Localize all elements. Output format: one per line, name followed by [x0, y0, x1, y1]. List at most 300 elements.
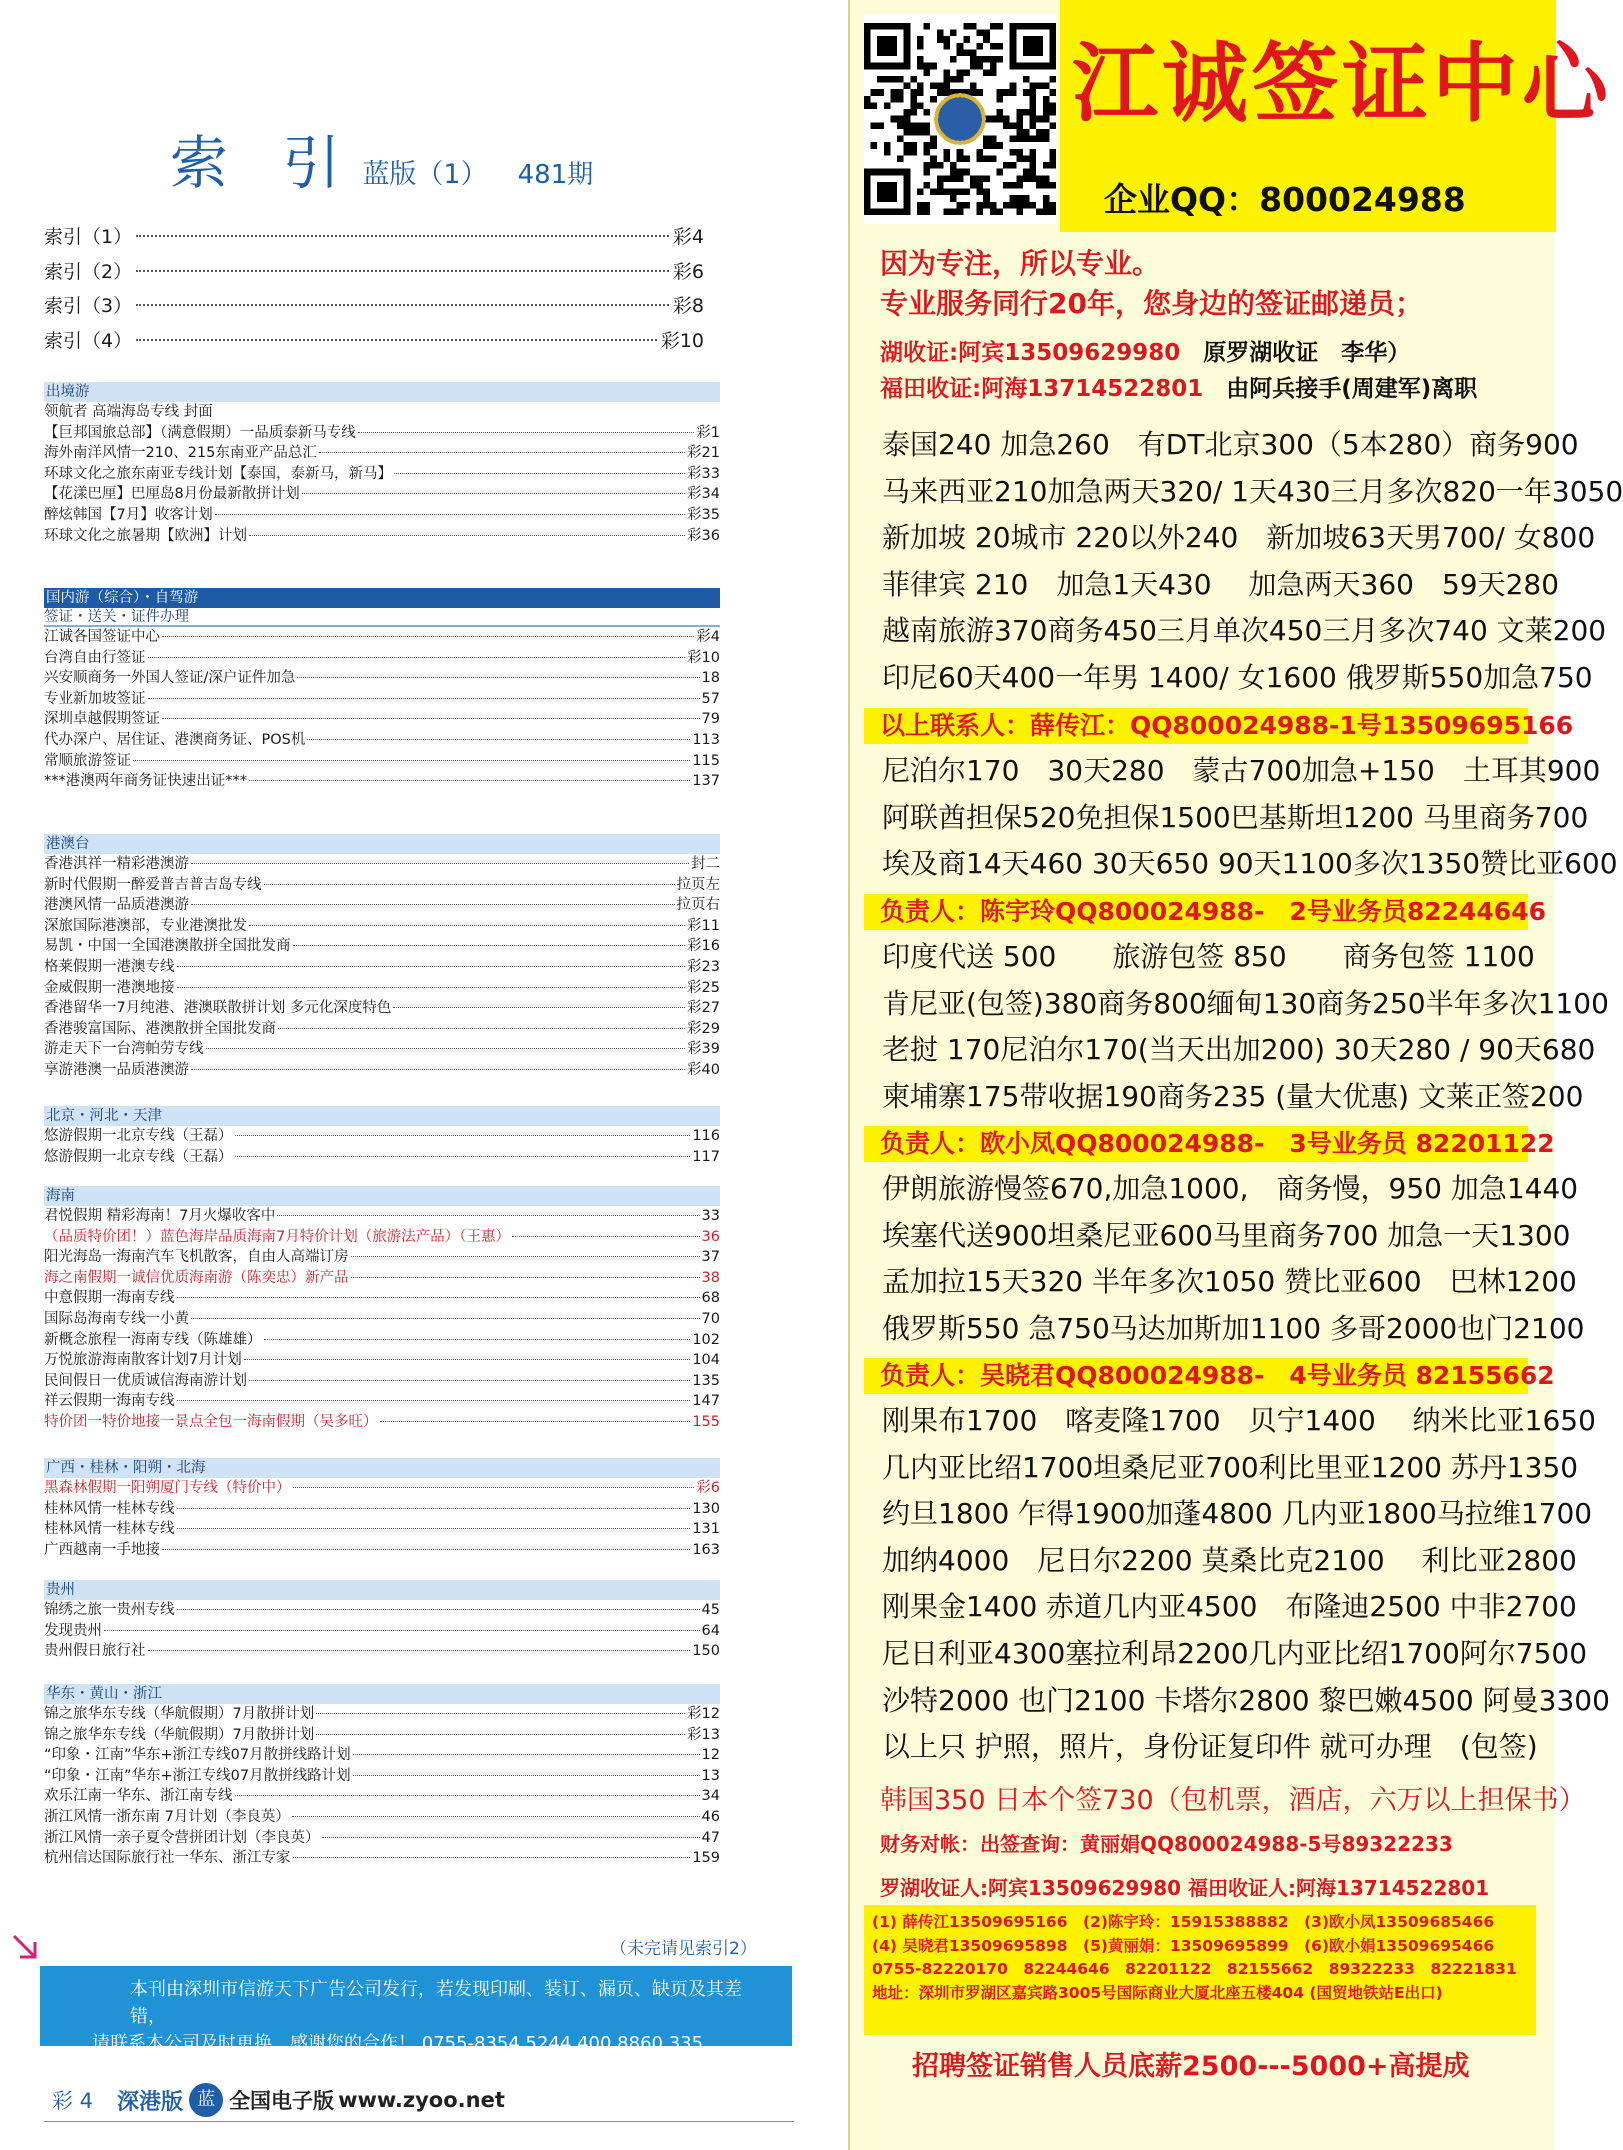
index-entry[interactable] — [44, 875, 720, 896]
contacts-line: (1) 薛传江13509695166 (2)陈宇玲：15915388882 (3)欧小凤13509685466 — [872, 1913, 1495, 1931]
index-entry[interactable] — [44, 289, 704, 324]
price-line: 马来西亚210加急两天320/ 1天430三月多次820一年3050 — [882, 474, 1623, 508]
index-entry[interactable] — [44, 1039, 720, 1060]
index-entry[interactable] — [44, 978, 720, 999]
entry-page: 38 — [701, 1269, 720, 1286]
index-entry[interactable] — [44, 1704, 720, 1725]
entry-label: 台湾自由行签证 — [44, 649, 146, 666]
price-line: 伊朗旅游慢签670,加急1000, 商务慢，950 加急1440 — [882, 1172, 1579, 1205]
entry-page: 13 — [701, 1767, 720, 1784]
leader-dots — [244, 1359, 691, 1360]
index-entry[interactable] — [44, 751, 720, 772]
receiver-line-1 — [880, 334, 1410, 367]
leader-dots — [136, 235, 669, 237]
entry-page: 彩21 — [687, 445, 720, 462]
leader-dots — [278, 1028, 685, 1029]
leader-dots — [393, 1007, 685, 1008]
entry-label: 桂林风情一桂林专线 — [44, 1521, 175, 1538]
entry-label: 专业新加坡签证 — [44, 690, 146, 707]
section-outbound — [44, 382, 720, 546]
index-entry[interactable] — [44, 220, 704, 255]
receiver-line-2 — [880, 370, 1477, 403]
receiver-summary: 罗湖收证人:阿宾13509629980 福田收证人:阿海13714522801 — [880, 1876, 1490, 1900]
index-entry[interactable] — [44, 1641, 720, 1662]
entry-label: 游走天下一台湾帕劳专线 — [44, 1041, 204, 1058]
entry-page: 155 — [692, 1413, 720, 1430]
price-line: 孟加拉15天320 半年多次1050 赞比亚600 巴林1200 — [882, 1265, 1577, 1299]
entry-page: 115 — [692, 752, 720, 769]
slogan-1: 因为专注，所以专业。 — [880, 247, 1161, 280]
entry-page: 33 — [701, 1208, 720, 1224]
index-entry[interactable] — [44, 1786, 720, 1807]
section-east — [44, 1684, 720, 1869]
entry-label: 海之南假期一诚信优质海南游（陈奕忠）新产品 — [44, 1269, 349, 1286]
entry-label: 新概念旅程一海南专线（陈雄雄） — [44, 1331, 262, 1348]
footer-national: 全国电子版 — [229, 2089, 335, 2113]
entry-page: 131 — [692, 1521, 720, 1538]
contacts-line: (4) 吴晓君13509695898 (5)黄丽娟：13509695899 (6)欧小娟13509695466 — [872, 1936, 1495, 1955]
leader-dots — [358, 432, 695, 433]
leader-dots — [351, 1256, 700, 1257]
entry-page: 68 — [701, 1290, 720, 1307]
leader-dots — [249, 1380, 690, 1381]
continue-note: （未完请见索引2） — [610, 1939, 757, 1959]
section-hkmt — [44, 834, 720, 1081]
main-index-list — [44, 220, 704, 358]
entry-label: 广西越南一手地接 — [44, 1541, 160, 1558]
index-entry[interactable] — [44, 648, 720, 669]
entry-page: 彩13 — [687, 1726, 720, 1743]
entry-page: 46 — [701, 1808, 720, 1825]
notice-line: 本刊由深圳市信游天下广告公司发行，若发现印刷、装订、漏页、缺页及其差错， — [130, 1979, 742, 2027]
contact-highlight-3: 负责人：欧小凤QQ800024988- 3号业务员 82201122 — [864, 1126, 1528, 1162]
footer-url-link[interactable]: www.zyoo.net — [338, 2088, 505, 2112]
index-entry[interactable] — [44, 464, 720, 485]
entry-label: 杭州信达国际旅行社一华东、浙江专家 — [44, 1850, 291, 1867]
price-line: 埃及商14天460 30天650 90天1100多次1350赞比亚600 — [882, 847, 1618, 881]
leader-dots — [512, 1236, 700, 1237]
leader-dots — [353, 1775, 700, 1776]
entry-page: 彩11 — [687, 917, 720, 934]
contacts-line: 0755-82220170 82244646 82201122 82155662 89322233 82221831 — [872, 1960, 1517, 1979]
price-line: 肯尼亚(包签)380商务800缅甸130商务250半年多次1100 — [882, 986, 1609, 1020]
entry-label: 索引（1） — [44, 226, 133, 248]
entry-label: 黑森林假期一阳朔厦门专线（特价中） — [44, 1480, 291, 1496]
index-entry[interactable] — [44, 895, 720, 916]
index-entry[interactable] — [44, 1391, 720, 1412]
leader-dots — [307, 739, 690, 740]
index-entry[interactable] — [44, 1247, 720, 1268]
leader-dots — [353, 1754, 700, 1755]
leader-dots — [191, 904, 675, 905]
price-line: 埃塞代送900坦桑尼亚600马里商务700 加急一天1300 — [882, 1218, 1571, 1252]
entry-label: 欢乐江南一华东、浙江南专线 — [44, 1788, 233, 1805]
price-line: 菲律宾 210 加急1天430 加急两天360 59天280 — [882, 567, 1560, 601]
leader-dots — [104, 1630, 700, 1631]
entry-page: 102 — [692, 1331, 720, 1348]
address-line: 地址：深圳市罗湖区嘉宾路3005号国际商业大厦北座五楼404 (国贸地铁站E出口) — [872, 1983, 1443, 2002]
index-entry[interactable] — [44, 1848, 720, 1869]
entry-page: 79 — [701, 711, 720, 728]
price-line: 几内亚比绍1700坦桑尼亚700利比里亚1200 苏丹1350 — [882, 1450, 1579, 1484]
index-entry[interactable] — [44, 443, 720, 464]
entry-label: 桂林风情一桂林专线 — [44, 1500, 175, 1517]
entry-label: 深旅国际港澳部，专业港澳批发 — [44, 917, 247, 934]
entry-page: 彩1 — [696, 424, 720, 441]
index-entry[interactable] — [44, 1519, 720, 1540]
entry-page: 64 — [701, 1622, 720, 1639]
section-hainan — [44, 1186, 720, 1433]
finance-line: 财务对帐：出签查询：黄丽娟QQ800024988-5号89322233 — [880, 1832, 1453, 1856]
entry-label: （品质特价团！）蓝色海岸品质海南7月特价计划（旅游法产品）（王惠） — [44, 1228, 510, 1245]
entry-page: 137 — [692, 773, 720, 790]
entry-label: 易凯・中国一全国港澳散拼全国批发商 — [44, 938, 291, 955]
leader-dots — [177, 1297, 700, 1298]
index-entry[interactable] — [44, 730, 720, 751]
entry-page: 36 — [701, 1228, 720, 1245]
leader-dots — [177, 1528, 691, 1529]
notice-line: 请联系本公司及时更换，感谢您的合作！ 0755-8354 5244 400 8860 335 — [92, 2033, 704, 2054]
entry-page: 拉页右 — [676, 897, 720, 914]
leader-dots — [292, 1816, 700, 1817]
leader-dots — [177, 1400, 691, 1401]
entry-page: 113 — [692, 731, 720, 748]
index-entry[interactable] — [44, 1147, 720, 1168]
leader-dots — [215, 514, 685, 515]
entry-page: 117 — [692, 1148, 720, 1165]
entry-label: 环球文化之旅东南亚专线计划【泰国，泰新马，新马】 — [44, 465, 392, 482]
section-header: 广西・桂林・阳朔・北海 — [44, 1458, 720, 1478]
entry-label: 港澳风情一品质港澳游 — [44, 897, 189, 914]
entry-page: 彩39 — [687, 1041, 720, 1058]
price-line: 柬埔寨175带收据190商务235 (量大优惠) 文莱正签200 — [882, 1079, 1584, 1113]
leader-dots — [191, 1318, 700, 1319]
index-entry[interactable] — [44, 505, 720, 526]
index-entry[interactable] — [44, 1412, 720, 1433]
entry-label: 代办深户、居住证、港澳商务证、POS机 — [44, 731, 306, 748]
leader-dots — [136, 339, 657, 341]
section-header: 海南 — [44, 1186, 720, 1206]
entry-page: 135 — [692, 1372, 720, 1389]
index-entry[interactable] — [44, 1499, 720, 1520]
entry-page: 116 — [692, 1128, 720, 1144]
entry-page: 彩4 — [672, 226, 704, 248]
leader-dots — [316, 1734, 685, 1735]
entry-page: 彩35 — [687, 506, 720, 523]
index-entry[interactable] — [44, 709, 720, 730]
price-block-b — [882, 748, 1618, 888]
entry-label: 【花漾巴厘】巴厘岛8月份最新散拼计划 — [44, 486, 300, 503]
price-line: 以上只 护照，照片，身份证复印件 就可办理 (包签) — [882, 1730, 1538, 1764]
price-line: 新加坡 20城市 220以外240 新加坡63天男700/ 女800 — [882, 521, 1596, 555]
issue-label: 481期 — [517, 160, 594, 190]
index-entry[interactable] — [44, 1725, 720, 1746]
section-beijing — [44, 1106, 720, 1167]
entry-label: 锦之旅华东专线（华航假期）7月散拼计划 — [44, 1726, 315, 1743]
price-line: 尼日利亚4300塞拉利昂2200几内亚比绍1700阿尔7500 — [882, 1636, 1588, 1670]
leader-dots — [177, 1508, 691, 1509]
entry-label: 香港骏富国际、港澳散拼全国批发商 — [44, 1020, 276, 1037]
leader-dots — [162, 1549, 690, 1550]
leader-dots — [293, 945, 686, 946]
entry-label: 发现贵州 — [44, 1622, 102, 1639]
leader-dots — [133, 760, 690, 761]
entry-label: 新时代假期一醉爱普吉普吉岛专线 — [44, 876, 262, 893]
section-header: 华东・黄山・浙江 — [44, 1684, 720, 1704]
entry-label: 阳光海岛一海南汽车飞机散客，自由人高端订房 — [44, 1249, 349, 1266]
receiver-red: 福田收证:阿海13714522801 — [880, 376, 1204, 402]
entry-label: 海外南洋风情一210、215东南亚产品总汇 — [44, 445, 317, 462]
index-entry[interactable] — [44, 771, 720, 792]
leader-dots — [351, 1277, 700, 1278]
index-entry[interactable] — [44, 255, 704, 290]
index-entry[interactable] — [44, 324, 704, 359]
entry-page: 37 — [701, 1249, 720, 1266]
index-entry[interactable] — [44, 1766, 720, 1787]
entry-page: 封二 — [691, 856, 720, 872]
leader-dots — [249, 780, 690, 781]
index-entry[interactable] — [44, 936, 720, 957]
leader-dots — [136, 304, 669, 306]
entry-page: 彩36 — [687, 527, 720, 544]
entry-page: 163 — [692, 1541, 720, 1558]
price-line: 越南旅游370商务450三月单次450三月多次740 文莱200 — [882, 614, 1607, 648]
entry-label: 深圳卓越假期签证 — [44, 711, 160, 728]
entry-label: 醉炫韩国【7月】收客计划 — [44, 506, 213, 523]
index-entry[interactable] — [44, 1807, 720, 1828]
contacts-box — [864, 1905, 1536, 2035]
entry-label: 浙江风情一浙东南 7月计划（李良英） — [44, 1808, 290, 1825]
entry-label: “印象・江南”华东+浙江专线07月散拼线路计划 — [44, 1767, 351, 1784]
leader-dots — [148, 657, 686, 658]
qr-code-icon[interactable] — [864, 14, 1056, 224]
index-entry[interactable] — [44, 1227, 720, 1248]
price-line: 约旦1800 乍得1900加蓬4800 几内亚1800马拉维1700 — [882, 1497, 1593, 1531]
section-subheader: 签证・送关・证件办理 — [44, 608, 720, 627]
index-entry[interactable] — [44, 689, 720, 710]
index-entry[interactable] — [44, 1600, 720, 1621]
entry-page: 147 — [692, 1393, 720, 1410]
leader-dots — [162, 718, 700, 719]
price-line: 沙特2000 也门2100 卡塔尔2800 黎巴嫩4500 阿曼3300 — [882, 1683, 1610, 1717]
arrow-down-right-icon — [10, 1932, 40, 1962]
index-entry[interactable] — [44, 526, 720, 547]
entry-label: 悠游假期一北京专线（王磊） — [44, 1128, 233, 1144]
entry-label: “印象・江南”华东+浙江专线07月散拼线路计划 — [44, 1747, 351, 1764]
entry-label: 索引（4） — [44, 329, 133, 352]
entry-page: 彩10 — [687, 649, 720, 666]
index-entry[interactable] — [44, 998, 720, 1019]
leader-dots — [322, 1837, 700, 1838]
index-entry[interactable] — [44, 1828, 720, 1849]
price-block-a — [882, 422, 1623, 702]
receiver-red: 湖收证:阿宾13509629980 — [880, 340, 1181, 366]
index-entry[interactable] — [44, 1350, 720, 1371]
index-entry[interactable] — [44, 668, 720, 689]
contact-highlight-2: 负责人：陈宇玲QQ800024988- 2号业务员82244646 — [864, 894, 1528, 930]
blue-edition-logo-icon: 蓝 — [189, 2083, 223, 2117]
footer-page-number: 彩 4 — [52, 2089, 94, 2113]
price-line: 俄罗斯550 急750马达加斯加1100 多哥2000也门2100 — [882, 1311, 1585, 1345]
entry-label: 香港留华一7月纯港、港澳联散拼计划 多元化深度特色 — [44, 1000, 392, 1017]
leader-dots — [249, 925, 685, 926]
entry-page: 104 — [692, 1352, 720, 1369]
footer-divider — [44, 2121, 794, 2122]
index-entry[interactable] — [44, 854, 720, 875]
entry-page: 彩10 — [660, 329, 704, 352]
entry-label: 江诚各国签证中心 — [44, 629, 160, 645]
leader-dots — [297, 677, 699, 678]
entry-page: 彩25 — [687, 979, 720, 996]
index-entry[interactable] — [44, 1268, 720, 1289]
entry-label: 索引（3） — [44, 295, 133, 317]
price-line: 刚果金1400 赤道几内亚4500 布隆迪2500 中非2700 — [882, 1590, 1577, 1624]
entry-page: 彩40 — [687, 1061, 720, 1078]
index-entry[interactable] — [44, 627, 720, 648]
entry-page: 18 — [701, 670, 720, 687]
entry-label: 环球文化之旅暑期【欧洲】计划 — [44, 527, 247, 544]
leader-dots — [206, 1048, 686, 1049]
price-line: 泰国240 加急260 有DT北京300（5本280）商务900 — [882, 428, 1579, 461]
leader-dots — [264, 1339, 691, 1340]
price-block-d — [882, 1166, 1584, 1352]
index-entry[interactable] — [44, 1540, 720, 1561]
index-entry[interactable] — [44, 1621, 720, 1642]
entry-label: ***港澳两年商务证快速出证*** — [44, 773, 247, 790]
entry-label: 贵州假日旅行社 — [44, 1643, 146, 1660]
leader-dots — [293, 1857, 691, 1858]
entry-page: 彩23 — [687, 958, 720, 975]
entry-page: 130 — [692, 1500, 720, 1517]
leader-dots — [177, 1609, 700, 1610]
price-line: 老挝 170尼泊尔170(当天出加200) 30天280 / 90天680 — [882, 1033, 1596, 1067]
index-entry[interactable] — [44, 423, 720, 444]
entry-page: 彩16 — [687, 938, 720, 955]
price-line: 印度代送 500 旅游包签 850 商务包签 1100 — [882, 940, 1535, 973]
index-entry[interactable] — [44, 1206, 720, 1227]
publisher-notice — [40, 1966, 792, 2054]
entry-label: 享游港澳一品质港澳游 — [44, 1061, 189, 1078]
entry-label: 祥云假期一海南专线 — [44, 1393, 175, 1410]
entry-page: 彩6 — [672, 260, 704, 283]
index-entry[interactable] — [44, 1126, 720, 1147]
entry-page: 拉页左 — [676, 876, 720, 893]
leader-dots — [293, 1487, 695, 1488]
index-entry[interactable] — [44, 484, 720, 505]
entry-page: 彩4 — [696, 629, 720, 645]
leader-dots — [191, 1069, 685, 1070]
section-guangxi — [44, 1458, 720, 1560]
section-domestic — [44, 588, 720, 792]
entry-page: 57 — [701, 690, 720, 707]
leader-dots — [136, 270, 669, 272]
entry-label: 锦绣之旅一贵州专线 — [44, 1602, 175, 1618]
entry-label: 金威假期一港澳地接 — [44, 979, 175, 996]
entry-page: 47 — [701, 1829, 720, 1846]
entry-page: 12 — [701, 1747, 720, 1764]
entry-label: 中意假期一海南专线 — [44, 1290, 175, 1307]
entry-page: 彩29 — [687, 1020, 720, 1037]
page-footer — [52, 2080, 792, 2120]
leader-dots — [249, 535, 685, 536]
entry-label: 民间假日一优质诚信海南游计划 — [44, 1372, 247, 1389]
entry-page: 34 — [701, 1788, 720, 1805]
brand-name: 江诚签证中心 — [1072, 34, 1612, 134]
leader-dots — [177, 966, 686, 967]
section-header: 出境游 — [44, 382, 720, 402]
index-entry[interactable] — [44, 1060, 720, 1081]
index-entry[interactable] — [44, 1478, 720, 1499]
contact-highlight-1: 以上联系人：薛传江：QQ800024988-1号13509695166 — [864, 708, 1528, 744]
contact-highlight-4: 负责人：吴晓君QQ800024988- 4号业务员 82155662 — [864, 1358, 1528, 1394]
section-header: 贵州 — [44, 1580, 720, 1600]
section-header: 国内游（综合）・自驾游 — [44, 588, 720, 608]
entry-label: 索引（2） — [44, 260, 133, 283]
section-intro: 领航者 高端海岛专线 封面 — [44, 404, 213, 420]
entry-label: 国际岛海南专线一小黄 — [44, 1310, 189, 1327]
index-entry[interactable] — [44, 1309, 720, 1330]
index-entry[interactable] — [44, 1745, 720, 1766]
entry-label: 锦之旅华东专线（华航假期）7月散拼计划 — [44, 1706, 315, 1722]
section-guizhou — [44, 1580, 720, 1662]
leader-dots — [277, 1215, 699, 1216]
entry-label: 【巨邦国旅总部】（满意假期）一品质泰新马专线 — [44, 424, 356, 441]
entry-page: 70 — [701, 1310, 720, 1327]
korea-japan-price: 韩国350 日本个签730（包机票，酒店，六万以上担保书） — [880, 1785, 1586, 1816]
entry-page: 150 — [692, 1643, 720, 1660]
index-entry[interactable] — [44, 1371, 720, 1392]
leader-dots — [235, 1795, 700, 1796]
leader-dots — [394, 473, 685, 474]
price-block-c — [882, 934, 1609, 1120]
index-entry[interactable] — [44, 1288, 720, 1309]
entry-page: 彩6 — [696, 1480, 720, 1496]
recruitment-line: 招聘签证销售人员底薪2500---5000+高提成 — [912, 2051, 1470, 2082]
entry-label: 君悦假期 精彩海南！7月火爆收客中 — [44, 1208, 276, 1224]
index-entry[interactable] — [44, 1019, 720, 1040]
leader-dots — [148, 698, 700, 699]
entry-label: 香港淇祥一精彩港澳游 — [44, 856, 189, 872]
leader-dots — [191, 863, 689, 864]
receiver-black: 由阿兵接手(周建军)离职 — [1226, 376, 1478, 402]
visa-center-ad — [848, 0, 1623, 2150]
leader-dots — [319, 452, 685, 453]
entry-page: 彩12 — [687, 1706, 720, 1722]
section-header: 北京・河北・天津 — [44, 1106, 720, 1126]
footer-edition: 深港版 — [117, 2089, 184, 2115]
brand-banner — [1060, 0, 1612, 232]
index-entry[interactable] — [44, 916, 720, 937]
price-line: 尼泊尔170 30天280 蒙古700加急+150 土耳其900 — [882, 754, 1601, 787]
leader-dots — [264, 884, 675, 885]
leader-dots — [235, 1156, 691, 1157]
entry-label: 特价团一特价地接一景点全包一海南假期（吴多旺） — [44, 1413, 378, 1430]
index-title: 索 引 — [170, 129, 359, 197]
leader-dots — [177, 987, 686, 988]
leader-dots — [316, 1713, 685, 1714]
index-entry[interactable] — [44, 1330, 720, 1351]
entry-page: 45 — [701, 1602, 720, 1618]
brand-qq: 企业QQ：800024988 — [1104, 180, 1466, 219]
index-entry[interactable] — [44, 957, 720, 978]
price-line: 刚果布1700 喀麦隆1700 贝宁1400 纳米比亚1650 — [882, 1404, 1596, 1437]
page-title — [170, 116, 593, 200]
entry-label: 悠游假期一北京专线（王磊） — [44, 1148, 233, 1165]
entry-page: 彩8 — [672, 295, 704, 317]
leader-dots — [235, 1135, 691, 1136]
section-header: 港澳台 — [44, 834, 720, 854]
entry-page: 彩34 — [687, 486, 720, 503]
